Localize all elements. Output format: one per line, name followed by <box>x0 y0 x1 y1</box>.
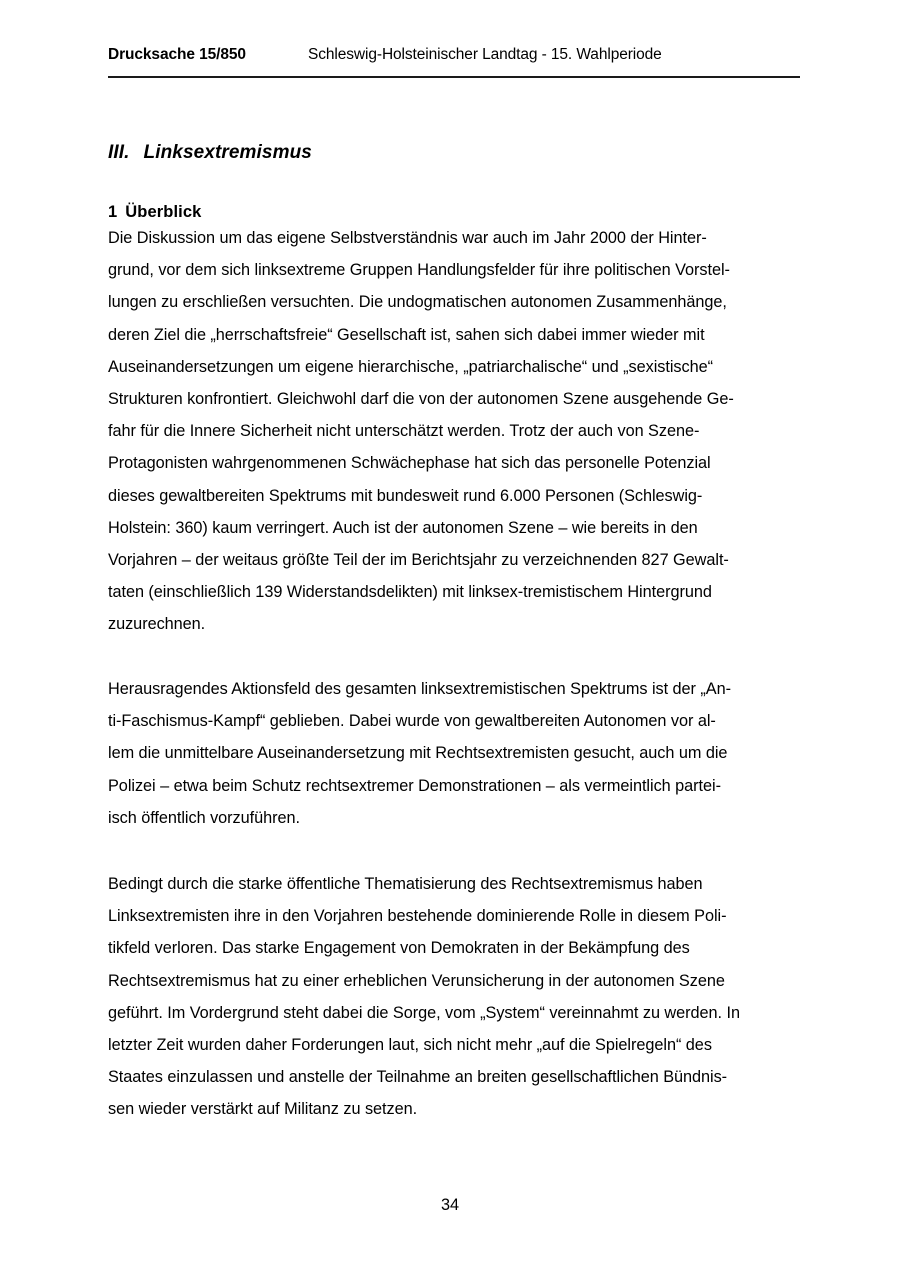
section-heading-text: Linksextremismus <box>143 141 312 163</box>
section-heading <box>108 142 312 164</box>
subsection-heading-numeral: 1 <box>108 202 118 221</box>
subsection-heading-text: Überblick <box>125 202 202 221</box>
text-line: lem die unmittelbare Auseinandersetzung mit Rechtsextremisten gesucht, auch um die <box>108 744 728 763</box>
text-line: Linksextremisten ihre in den Vorjahren bestehende dominierende Rolle in diesem Poli- <box>108 907 727 926</box>
section-heading-numeral: III. <box>108 141 130 163</box>
text-line: Herausragendes Aktionsfeld des gesamten linksextremistischen Spektrums ist der „An- <box>108 680 731 698</box>
text-line: ti-Faschismus-Kampf“ geblieben. Dabei wurde von gewaltbereiten Autonomen vor al- <box>108 712 716 731</box>
text-line: Strukturen konfrontiert. Gleichwohl darf die von der autonomen Szene ausgehende Ge- <box>108 390 734 409</box>
header-divider-rule <box>108 76 800 78</box>
text-line: taten (einschließlich 139 Widerstandsdelikten) mit linksex-tremistischem Hintergrund <box>108 583 712 602</box>
text-line: zuzurechnen. <box>108 615 206 634</box>
text-line: Auseinandersetzungen um eigene hierarchische, „patriarchalische“ und „sexistische“ <box>108 357 713 376</box>
paragraph-2 <box>108 673 808 834</box>
text-line: Polizei – etwa beim Schutz rechtsextremer Demonstrationen – als vermeintlich partei- <box>108 776 721 795</box>
text-line: letzter Zeit wurden daher Forderungen laut, sich nicht mehr „auf die Spielregeln“ des <box>108 1036 712 1055</box>
text-line: dieses gewaltbereiten Spektrums mit bundesweit rund 6.000 Personen (Schleswig- <box>108 486 703 505</box>
text-line: isch öffentlich vorzuführen. <box>108 808 300 827</box>
text-line: Staates einzulassen und anstelle der Teilnahme an breiten gesellschaftlichen Bündnis- <box>108 1068 728 1087</box>
text-line: tikfeld verloren. Das starke Engagement von Demokraten in der Bekämpfung des <box>108 939 690 958</box>
text-line: grund, vor dem sich linksextreme Gruppen Handlungsfelder für ihre politischen Vorstel- <box>108 261 730 280</box>
text-line: lungen zu erschließen versuchten. Die undogmatischen autonomen Zusammenhänge, <box>108 293 727 312</box>
page-number: 34 <box>440 1196 460 1214</box>
paragraph-3 <box>108 868 808 1126</box>
text-line: geführt. Im Vordergrund steht dabei die Sorge, vom „System“ vereinnahmt zu werden. In <box>108 1003 740 1022</box>
text-line: Holstein: 360) kaum verringert. Auch ist der autonomen Szene – wie bereits in den <box>108 518 698 537</box>
header-parliament-title: Schleswig-Holsteinischer Landtag - 15. Wahlperiode <box>308 46 662 63</box>
text-line: Die Diskussion um das eigene Selbstverständnis war auch im Jahr 2000 der Hinter- <box>108 229 707 247</box>
text-line: deren Ziel die „herrschaftsfreie“ Gesellschaft ist, sahen sich dabei immer wieder mit <box>108 325 705 344</box>
text-line: fahr für die Innere Sicherheit nicht unterschätzt werden. Trotz der auch von Szene- <box>108 422 700 441</box>
text-line: Protagonisten wahrgenommenen Schwächephase hat sich das personelle Potenzial <box>108 454 711 473</box>
subsection-heading <box>108 203 201 222</box>
text-line: Rechtsextremismus hat zu einer erheblichen Verunsicherung in der autonomen Szene <box>108 971 725 990</box>
text-line: sen wieder verstärkt auf Militanz zu setzen. <box>108 1100 418 1119</box>
header-document-number: Drucksache 15/850 <box>108 46 246 63</box>
running-header <box>108 46 800 76</box>
paragraph-1 <box>108 222 808 641</box>
text-line: Vorjahren – der weitaus größte Teil der im Berichtsjahr zu verzeichnenden 827 Gewalt- <box>108 551 729 570</box>
text-line: Bedingt durch die starke öffentliche Thematisierung des Rechtsextremismus haben <box>108 875 703 893</box>
